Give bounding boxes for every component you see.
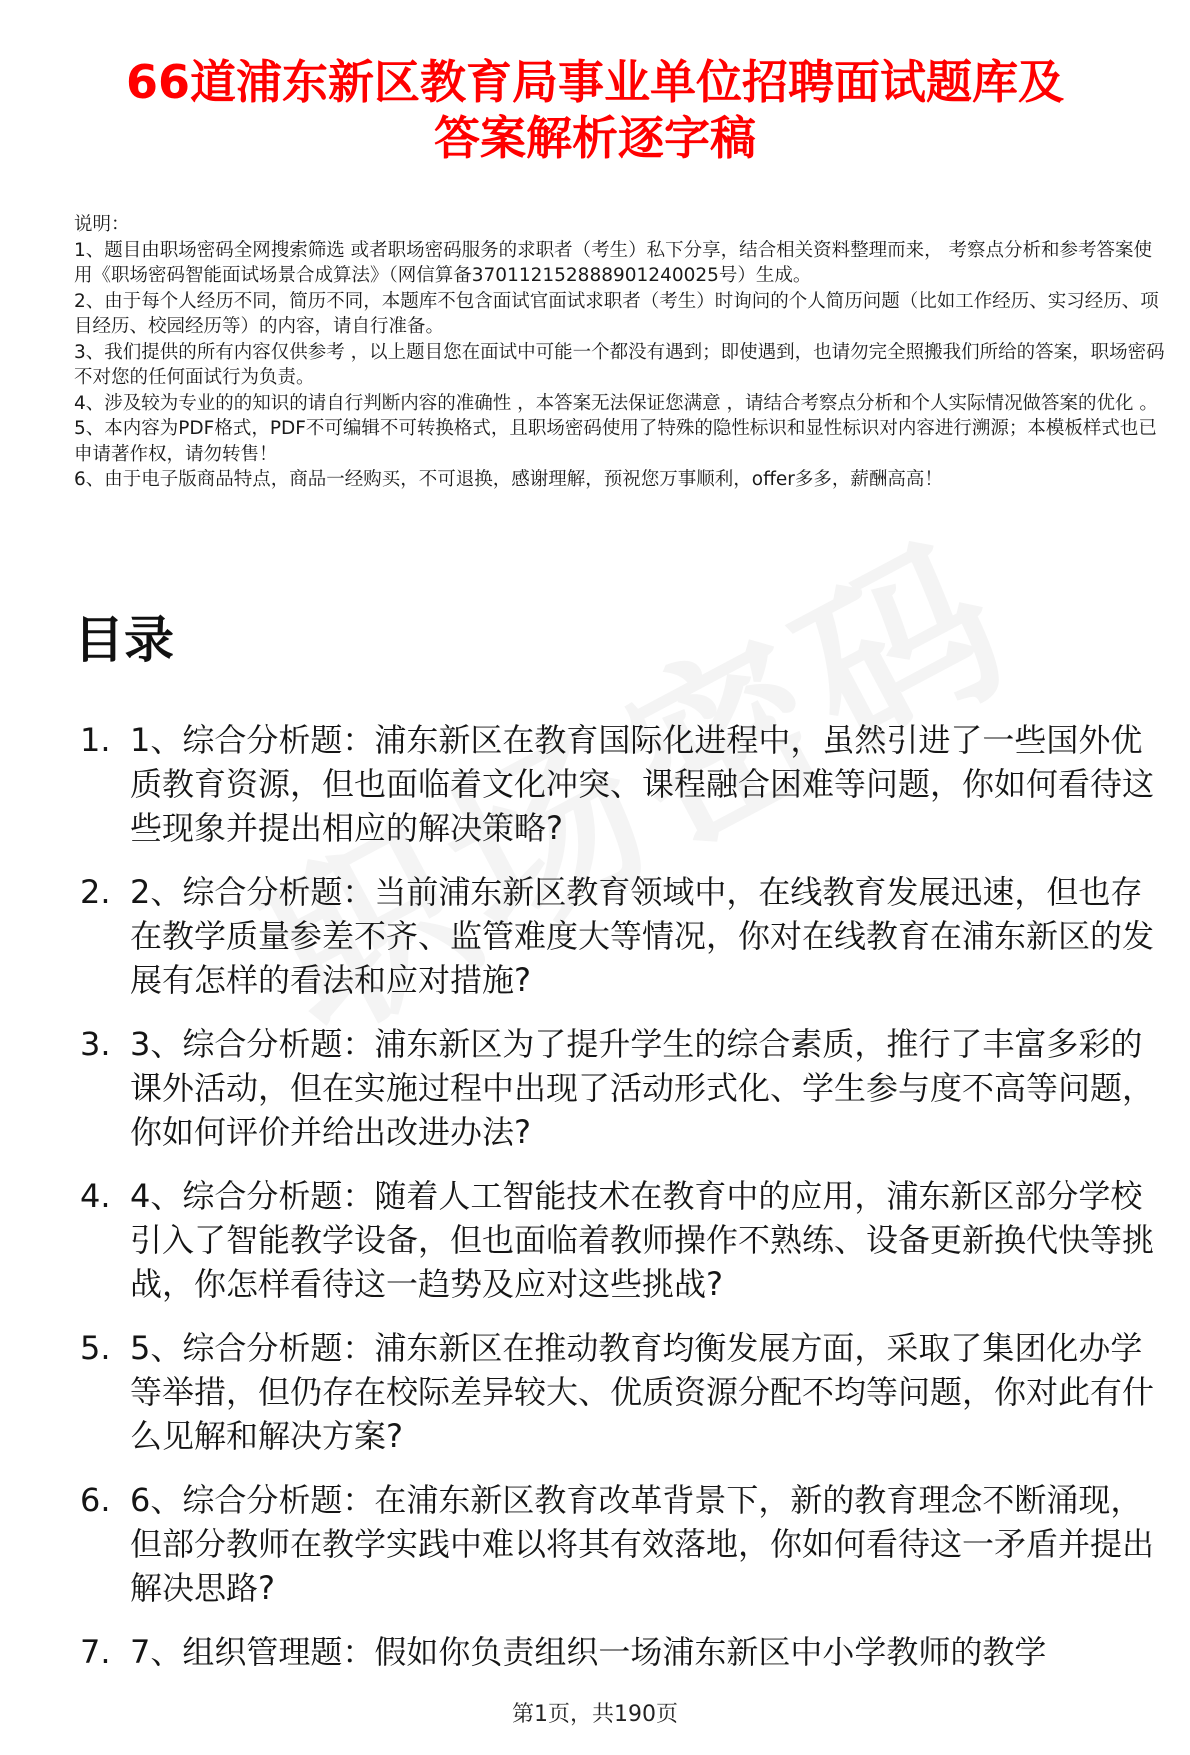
toc-item-text: 5、综合分析题：浦东新区在推动教育均衡发展方面，采取了集团化办学等举措，但仍存在校际差异较大、优质资源分配不均等问题，你对此有什么见解和解决方案? [130,1329,1155,1455]
toc-item[interactable] [0,1022,1190,1154]
toc-item-text: 4、综合分析题：随着人工智能技术在教育中的应用，浦东新区部分学校引入了智能教学设备，但也面临着教师操作不熟练、设备更新换代快等挑战，你怎样看待这一趋势及应对这些挑战? [130,1177,1155,1303]
document-title [60,54,1130,166]
notes-heading: 说明： [74,214,130,235]
note-item: 6、由于电子版商品特点，商品一经购买，不可退换，感谢理解，预祝您万事顺利，offer多多，薪酬高高！ [74,469,943,490]
toc-item-number: 7. [80,1633,111,1671]
title-line-2: 答案解析逐字稿 [434,111,756,165]
title-line-1: 66道浦东新区教育局事业单位招聘面试题库及 [125,55,1064,109]
toc-item-text: 3、综合分析题：浦东新区为了提升学生的综合素质，推行了丰富多彩的课外活动，但在实施过程中出现了活动形式化、学生参与度不高等问题，你如何评价并给出改进办法? [130,1025,1155,1151]
table-of-contents [0,718,1190,1694]
note-item: 5、本内容为PDF格式，PDF不可编辑不可转换格式，且职场密码使用了特殊的隐性标识和显性标识对内容进行溯源；本模板样式也已申请著作权，请勿转售！ [74,418,1157,465]
toc-item-number: 6. [80,1481,111,1519]
toc-item-number: 3. [80,1025,111,1063]
toc-item-text: 7、组织管理题：假如你负责组织一场浦东新区中小学教师的教学 [130,1633,1047,1671]
toc-item[interactable] [0,1174,1190,1306]
note-item: 3、我们提供的所有内容仅供参考 ，以上题目您在面试中可能一个都没有遇到；即使遇到，也请勿完全照搬我们所给的答案，职场密码不对您的任何面试行为负责。 [74,341,1165,388]
toc-item-text: 6、综合分析题：在浦东新区教育改革背景下，新的教育理念不断涌现，但部分教师在教学实践中难以将其有效落地，你如何看待这一矛盾并提出解决思路? [130,1481,1155,1607]
toc-item-text: 1、综合分析题：浦东新区在教育国际化进程中，虽然引进了一些国外优质教育资源，但也面临着文化冲突、课程融合困难等问题，你如何看待这些现象并提出相应的解决策略? [130,721,1155,847]
page-footer: 第1页，共190页 [0,1700,1190,1730]
note-item: 2、由于每个人经历不同，简历不同，本题库不包含面试官面试求职者（考生）时询问的个人简历问题（比如工作经历、实习经历、项目经历、校园经历等）的内容，请自行准备。 [74,290,1159,337]
toc-item-number: 4. [80,1177,111,1215]
toc-item[interactable] [0,1630,1190,1674]
notes-section [74,212,1168,493]
toc-item[interactable] [0,1326,1190,1458]
toc-item-number: 5. [80,1329,111,1367]
toc-item-number: 2. [80,873,111,911]
toc-item[interactable] [0,1478,1190,1610]
toc-item-number: 1. [80,721,111,759]
toc-item[interactable] [0,870,1190,1002]
toc-item-text: 2、综合分析题：当前浦东新区教育领域中，在线教育发展迅速，但也存在教学质量参差不齐、监管难度大等情况，你对在线教育在浦东新区的发展有怎样的看法和应对措施? [130,873,1155,999]
toc-heading: 目录 [74,611,174,669]
note-item: 4、涉及较为专业的的知识的请自行判断内容的准确性 ，本答案无法保证您满意 ，请结合考察点分析和个人实际情况做答案的优化 。 [74,392,1158,414]
note-item: 1、题目由职场密码全网搜索筛选 或者职场密码服务的求职者（考生）私下分享，结合相关资料整理而来， 考察点分析和参考答案使用《职场密码智能面试场景合成算法》（网信算备370112152888901240025号）生成。 [74,239,1153,286]
toc-item[interactable] [0,718,1190,850]
